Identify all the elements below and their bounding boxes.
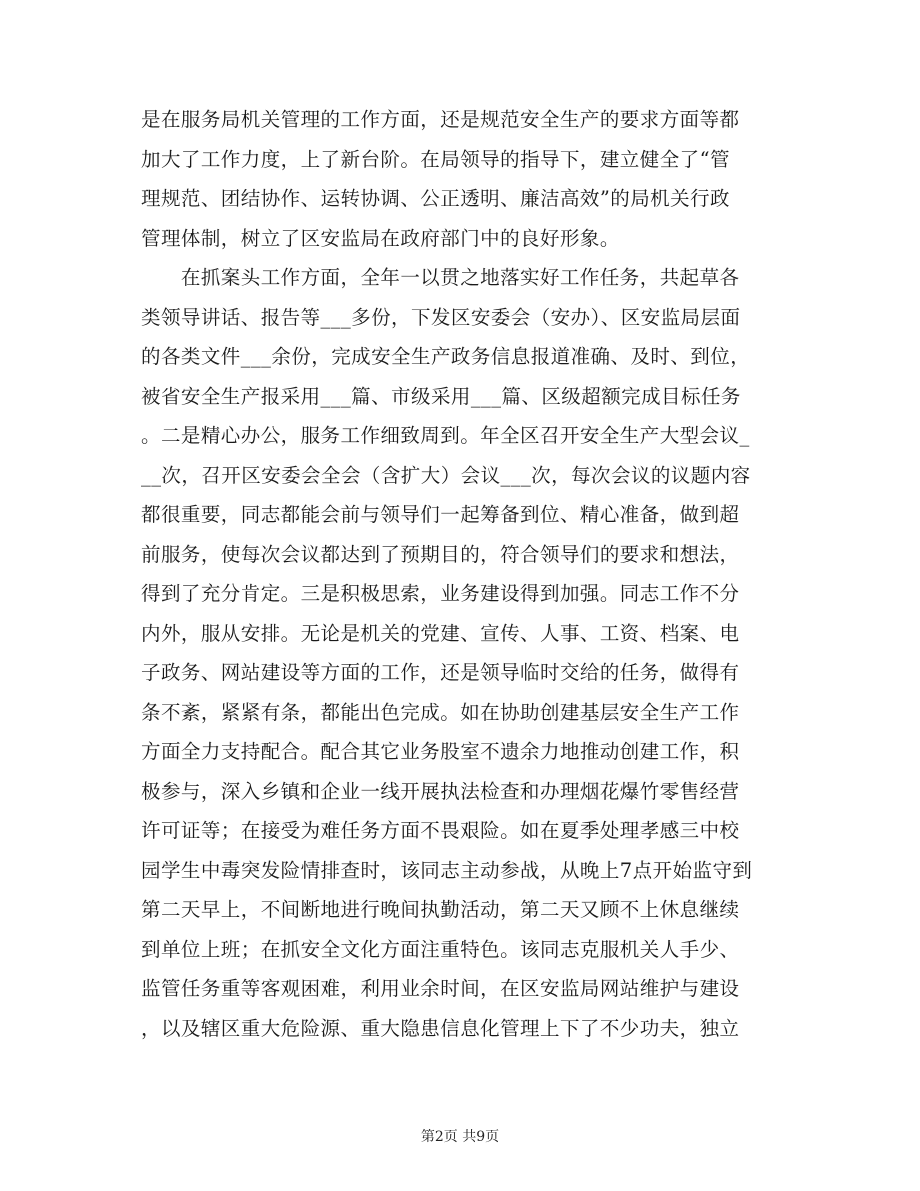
text-line: 的各类文件___余份，完成安全生产政务信息报道准确、及时、到位，	[141, 345, 751, 368]
text-line: 第二天早上，不间断地进行晚间执勤活动，第二天又顾不上休息继续	[141, 898, 740, 921]
text-line: ，以及辖区重大危险源、重大隐患信息化管理上下了不少功夫，独立	[141, 1016, 740, 1040]
body-text	[141, 100, 791, 1048]
text-line: 许可证等；在接受为难任务方面不畏艰险。如在夏季处理孝感三中校	[141, 819, 740, 842]
page-number-footer: 第2页 共9页	[420, 1129, 500, 1145]
text-line: 理规范、团结协作、运转协调、公正透明、廉洁高效”的局机关行政	[141, 187, 730, 210]
text-line: 方面全力支持配合。配合其它业务股室不遗余力地推动创建工作，积	[141, 740, 740, 763]
text-line: 管理体制，树立了区安监局在政府部门中的良好形象。	[141, 226, 620, 250]
text-line: 是在服务局机关管理的工作方面，还是规范安全生产的要求方面等都	[141, 108, 740, 131]
text-line: 监管任务重等客观困难，利用业余时间，在区安监局网站维护与建设	[141, 977, 740, 1000]
text-line: 被省安全生产报采用___篇、市级采用___篇、区级超额完成目标任务	[141, 384, 741, 408]
text-line: 子政务、网站建设等方面的工作，还是领导临时交给的任务，做得有	[141, 661, 740, 684]
text-line: 前服务，使每次会议都达到了预期目的，符合领导们的要求和想法，	[141, 542, 740, 566]
text-line: 极参与，深入乡镇和企业一线开展执法检查和办理烟花爆竹零售经营	[141, 779, 740, 803]
text-line: 到单位上班；在抓安全文化方面注重特色。该同志克服机关人手少、	[141, 937, 740, 961]
text-line: 类领导讲话、报告等___多份，下发区安委会（安办）、区安监局层面	[141, 305, 741, 329]
text-line: 园学生中毒突发险情排查时，该同志主动参战，从晚上7点开始监守到	[141, 858, 753, 882]
text-line: 在抓案头工作方面，全年一以贯之地落实好工作任务，共起草各	[141, 266, 740, 289]
text-line: 。二是精心办公，服务工作细致周到。年全区召开安全生产大型会议_	[141, 424, 750, 447]
text-line: 条不紊，紧紧有条，都能出色完成。如在协助创建基层安全生产工作	[141, 700, 740, 724]
text-line: __次，召开区安委会全会（含扩大）会议___次，每次会议的议题内容	[141, 463, 751, 487]
text-line: 都很重要，同志都能会前与领导们一起筹备到位、精心准备，做到超	[141, 503, 740, 526]
text-line: 内外，服从安排。无论是机关的党建、宣传、人事、工资、档案、电	[141, 621, 740, 645]
text-line: 加大了工作力度，上了新台阶。在局领导的指导下，建立健全了“管	[141, 147, 730, 171]
text-line: 得到了充分肯定。三是积极思索，业务建设得到加强。同志工作不分	[141, 582, 740, 605]
